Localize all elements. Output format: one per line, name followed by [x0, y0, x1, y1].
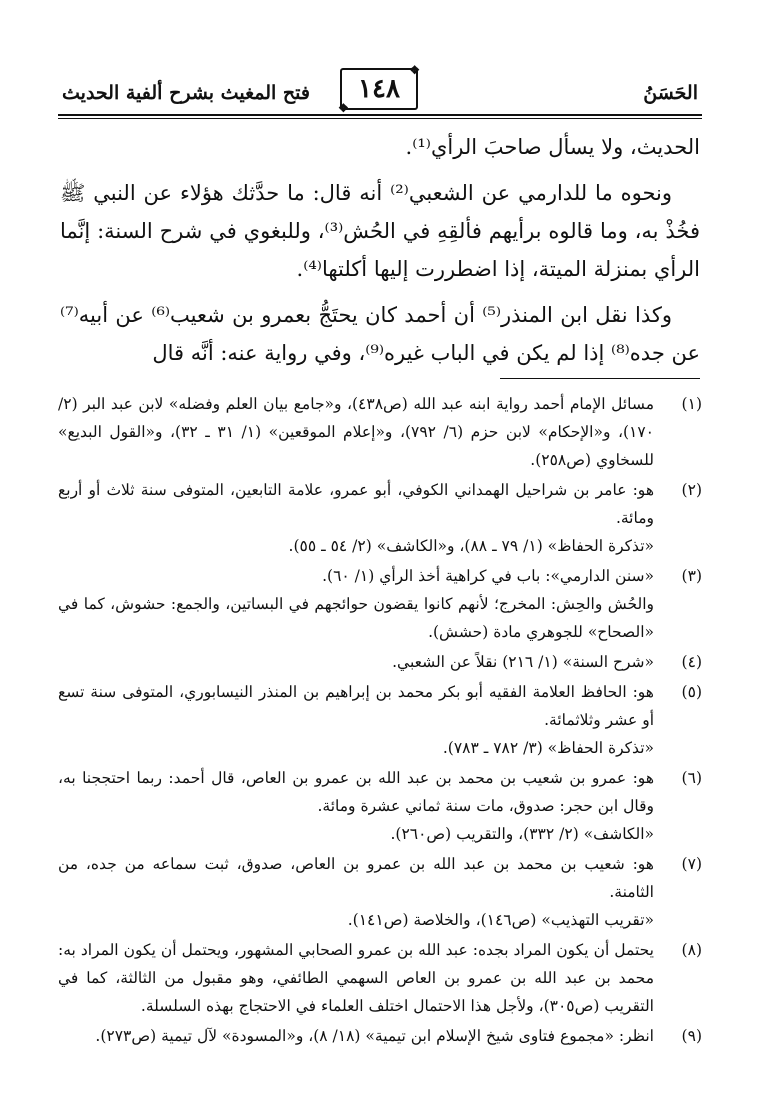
main-text	[60, 128, 700, 380]
page-number-text: ١٤٨	[358, 74, 400, 104]
footnote-number: (١)	[681, 395, 702, 413]
footnote-text: هو: عامر بن شراحيل الهمداني الكوفي، أبو عمرو، علامة التابعين، المتوفى سنة ثلاث أو أربع ومائة.	[58, 481, 654, 527]
footnote-number: (٦)	[681, 769, 702, 787]
footnote-text: «سنن الدارمي»: باب في كراهية أخذ الرأي (١/ ٦٠).	[322, 567, 654, 585]
footnote-number: (٢)	[681, 481, 702, 499]
footnote-text: مسائل الإمام أحمد رواية ابنه عبد الله (ص٤٣٨)، و«جامع بيان العلم وفضله» لابن عبد البر (٢/ ١٧٠)، و«الإحكام» لابن حزم (٦/ ٧٩٢)، و«إعلام الموقعين» (١/ ٣١ ـ ٣٢)، و«القول البديع» للسخاوي (ص٢٥٨).	[58, 395, 654, 469]
footnote	[58, 936, 702, 1020]
footnote-number: (٨)	[681, 941, 702, 959]
paragraph: الحديث، ولا يسأل صاحبَ الرأي⁽¹⁾.	[405, 135, 700, 159]
paragraph: ونحوه ما للدارمي عن الشعبي⁽²⁾ أنه قال: ما حدَّثك هؤلاء عن النبي ﷺ فخُذْ به، وما قالوه برأيهم فألقِهِ في الحُش⁽³⁾، وللبغوي في شرح السنة: إنَّما الرأي بمنزلة الميتة، إذا اضطررت إليها أكلتها⁽⁴⁾.	[60, 181, 700, 281]
paragraph: وكذا نقل ابن المنذر⁽⁵⁾ أن أحمد كان يحتَجُّ بعمرو بن شعيب⁽⁶⁾ عن أبيه⁽⁷⁾ عن جده⁽⁸⁾ إذا لم يكن في الباب غيره⁽⁹⁾، وفي رواية عنه: أنَّه قال	[60, 303, 700, 365]
footnote	[58, 562, 702, 646]
footnote-text: انظر: «مجموع فتاوى شيخ الإسلام ابن تيمية» (١٨/ ٨)، و«المسودة» لآل تيمية (ص٢٧٣).	[95, 1027, 654, 1045]
footnote	[58, 678, 702, 762]
footnote-number: (٧)	[681, 855, 702, 873]
page-header	[0, 60, 760, 120]
footnote-number: (٤)	[681, 653, 702, 671]
footnote-text: يحتمل أن يكون المراد بجده: عبد الله بن عمرو الصحابي المشهور، ويحتمل أن يكون المراد به: محمد بن عبد الله بن عمرو بن العاص السهمي الطائفي، وهو مقبول من الثالثة، كما في التقريب (ص٣٠٥)، ولأجل هذا الاحتمال اختلف العلماء في الاحتجاج بهذه السلسلة.	[58, 941, 654, 1015]
footnote-text: «الكاشف» (٢/ ٣٣٢)، والتقريب (ص٢٦٠).	[390, 825, 654, 843]
footnote-text: هو: عمرو بن شعيب بن محمد بن عبد الله بن عمرو بن العاص، قال أحمد: ربما احتججنا به، وقال ابن حجر: صدوق، مات سنة ثماني عشرة ومائة.	[58, 769, 654, 815]
footnote	[58, 1022, 702, 1050]
page-number	[338, 63, 420, 115]
footnote-text: والحُش والحِش: المخرج؛ لأنهم كانوا يقضون حوائجهم في البساتين، والجمع: حشوش، كما في «الصحاح» للجوهري مادة (حشش).	[58, 595, 654, 641]
ornament-icon: ❖	[409, 63, 420, 77]
footnote-text: هو: شعيب بن محمد بن عبد الله بن عمرو بن العاص، صدوق، ثبت سماعه من جده، من الثامنة.	[58, 855, 654, 901]
footnote-text: «تذكرة الحفاظ» (١/ ٧٩ ـ ٨٨)، و«الكاشف» (٢/ ٥٤ ـ ٥٥).	[288, 537, 654, 555]
footnote-number: (٣)	[681, 567, 702, 585]
footnote-divider	[500, 378, 700, 379]
footnote-text: هو: الحافظ العلامة الفقيه أبو بكر محمد بن إبراهيم بن المنذر النيسابوري، المتوفى سنة تسع أو عشر وثلاثمائة.	[58, 683, 654, 729]
header-divider	[58, 114, 702, 116]
footnote-text: «تذكرة الحفاظ» (٣/ ٧٨٢ ـ ٧٨٣).	[442, 739, 654, 757]
footnote	[58, 390, 702, 474]
footnote-number: (٩)	[681, 1027, 702, 1045]
footnote	[58, 850, 702, 934]
footnote	[58, 764, 702, 848]
header-divider-thin	[58, 118, 702, 119]
book-title: فتح المغيث بشرح ألفية الحديث	[62, 82, 310, 104]
footnote-text: «شرح السنة» (١/ ٢١٦) نقلاً عن الشعبي.	[392, 653, 654, 671]
footnote-number: (٥)	[681, 683, 702, 701]
footnotes	[58, 390, 702, 1052]
ornament-icon: ❖	[338, 101, 349, 115]
chapter-title: الحَسَنُ	[643, 82, 698, 104]
footnote	[58, 648, 702, 676]
footnote-text: «تقريب التهذيب» (ص١٤٦)، والخلاصة (ص١٤١).	[347, 911, 654, 929]
footnote	[58, 476, 702, 560]
